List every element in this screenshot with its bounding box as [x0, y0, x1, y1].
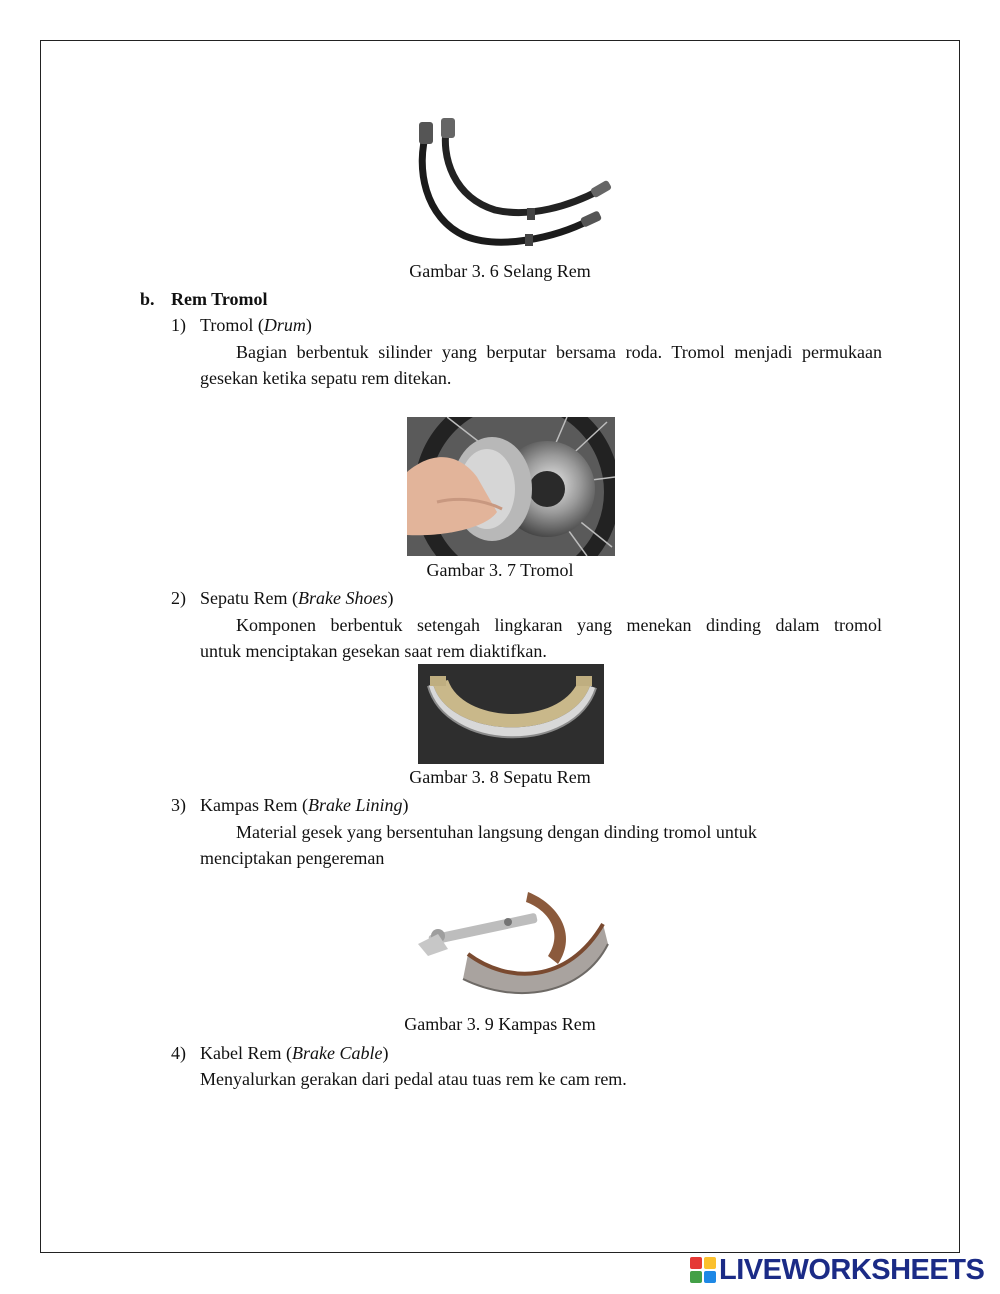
item-description: menciptakan pengereman — [200, 848, 385, 868]
item-number: 2) — [171, 588, 186, 608]
section-title: Rem Tromol — [171, 289, 268, 309]
figure-caption-selang-rem: Gambar 3. 6 Selang Rem — [409, 261, 591, 281]
figure-caption-sepatu-rem: Gambar 3. 8 Sepatu Rem — [409, 767, 591, 787]
brand-name: LIVEWORKSHEETS — [719, 1253, 985, 1286]
figure-caption-tromol: Gambar 3. 7 Tromol — [426, 560, 574, 580]
figure-caption-kampas-rem: Gambar 3. 9 Kampas Rem — [404, 1014, 596, 1034]
item-description: gesekan ketika sepatu rem ditekan. — [200, 368, 452, 388]
logo-blocks-icon — [690, 1257, 716, 1283]
item-description: untuk menciptakan gesekan saat rem diaktifkan. — [200, 641, 547, 661]
item-number: 3) — [171, 795, 186, 815]
item-heading: Kabel Rem (Brake Cable) — [200, 1043, 389, 1063]
item-number: 4) — [171, 1043, 186, 1063]
liveworksheets-logo[interactable] — [690, 1254, 984, 1286]
item-description: Komponen berbentuk setengah lingkaran yang menekan dinding dalam tromol — [236, 615, 882, 635]
item-heading: Kampas Rem (Brake Lining) — [200, 795, 409, 815]
item-heading: Sepatu Rem (Brake Shoes) — [200, 588, 394, 608]
item-number: 1) — [171, 315, 186, 335]
section-marker: b. — [140, 289, 155, 309]
brake-hose-image — [405, 118, 615, 258]
item-heading: Tromol (Drum) — [200, 315, 312, 335]
brake-drum-image — [407, 417, 615, 556]
brake-shoe-image — [418, 664, 604, 764]
item-description: Bagian berbentuk silinder yang berputar bersama roda. Tromol menjadi permukaan — [236, 342, 882, 362]
brake-lining-image — [408, 884, 614, 1006]
item-description: Menyalurkan gerakan dari pedal atau tuas rem ke cam rem. — [200, 1069, 627, 1089]
item-description: Material gesek yang bersentuhan langsung dengan dinding tromol untuk — [236, 822, 757, 842]
